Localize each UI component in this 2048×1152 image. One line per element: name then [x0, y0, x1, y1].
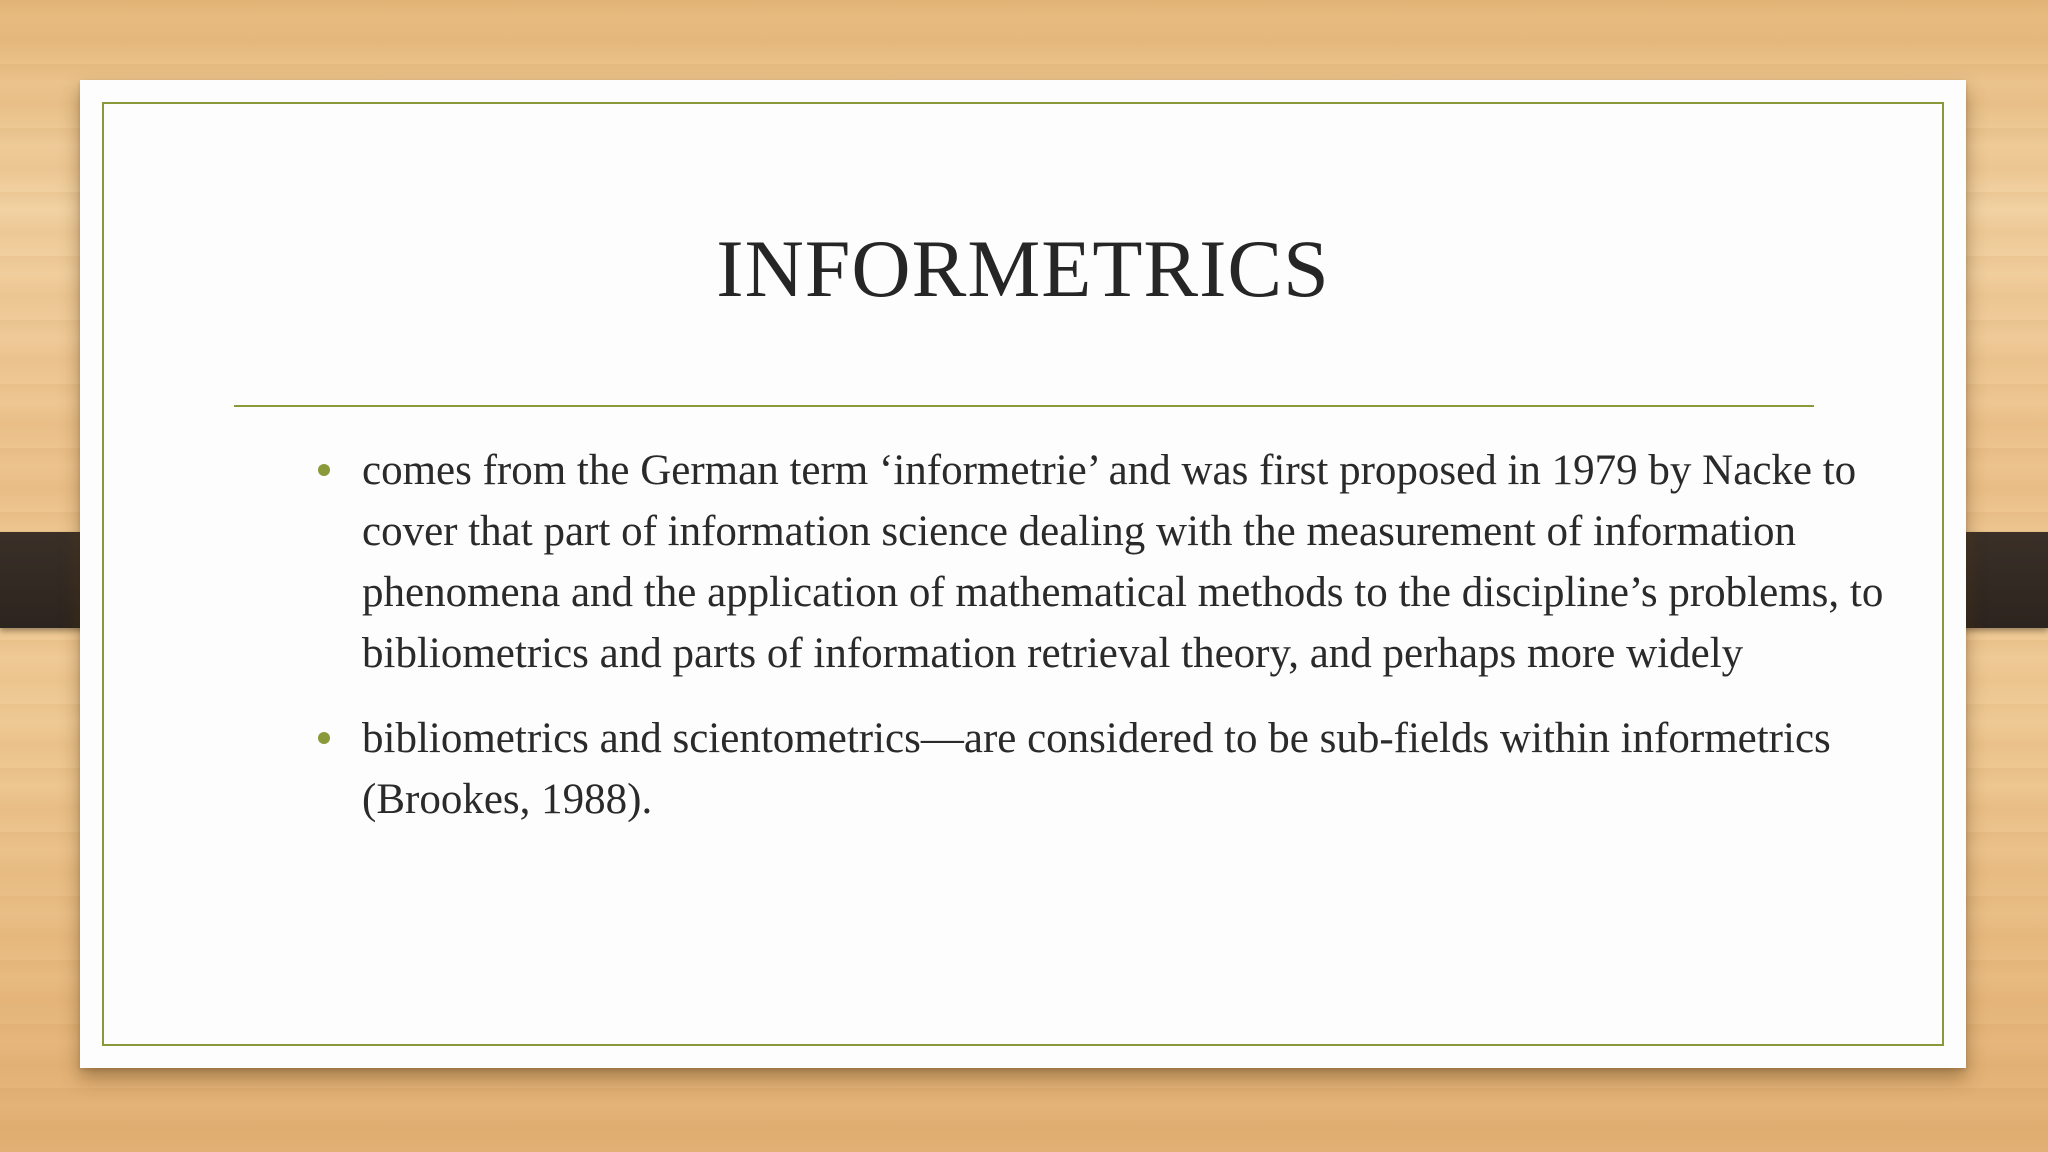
title-divider	[234, 405, 1814, 407]
slide-card	[80, 80, 1966, 1068]
slide-title: INFORMETRICS	[716, 223, 1330, 314]
bullet-item	[280, 440, 1920, 684]
bullet-dot-icon	[318, 732, 330, 744]
bullet-item	[280, 708, 1920, 830]
bullet-text: comes from the German term ‘informetrie’ and was first proposed in 1979 by Nacke to cover that part of information science dealing with the measurement of information phenomena and the application of mathematical methods to the discipline’s problems, to bibliometrics and parts of information retrieval theory, and perhaps more widely	[362, 447, 1884, 677]
bullet-dot-icon	[318, 464, 330, 476]
bullet-list	[280, 440, 1920, 854]
bullet-text: bibliometrics and scientometrics—are considered to be sub-fields within informetrics (Brookes, 1988).	[362, 715, 1831, 823]
